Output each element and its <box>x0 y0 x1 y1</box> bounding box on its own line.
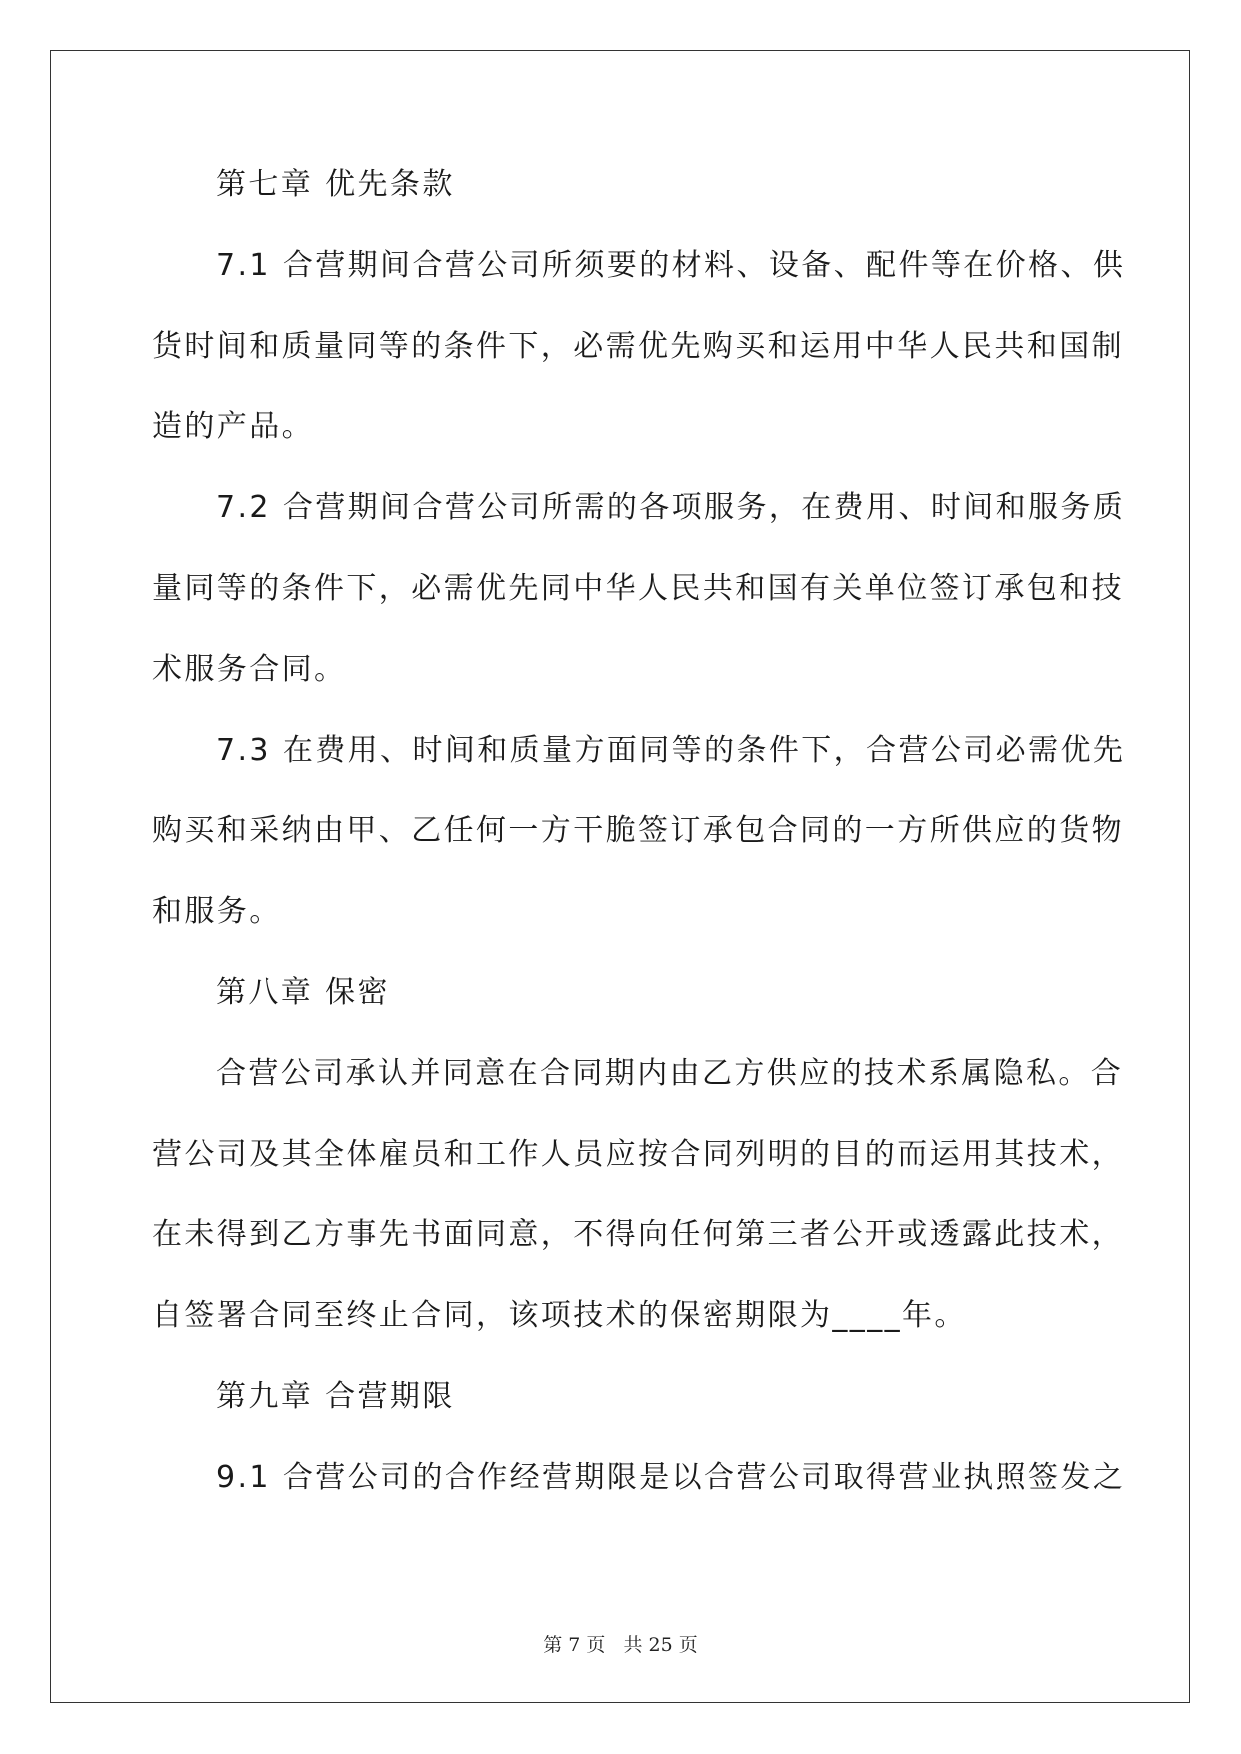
clause-7-3-line-2: 购买和采纳由甲、乙任何一方干脆签订承包合同的一方所供应的货物 <box>152 813 1124 849</box>
clause-7-2-line-3: 术服务合同。 <box>152 651 347 687</box>
clause-7-2-line-1: 7.2 合营期间合营公司所需的各项服务，在费用、时间和服务质 <box>216 490 1126 526</box>
page-number: 第 7 页 <box>543 1634 606 1656</box>
chapter-8-para-line-1: 合营公司承认并同意在合同期内由乙方供应的技术系属隐私。合 <box>216 1055 1124 1091</box>
document-body <box>152 160 1126 1534</box>
chapter-8-para-line-2: 营公司及其全体雇员和工作人员应按合同列明的目的而运用其技术， <box>152 1136 1124 1172</box>
chapter-8-para-line-4: 自签署合同至终止合同，该项技术的保密期限为____年。 <box>152 1298 967 1334</box>
page-footer <box>0 1630 1241 1657</box>
chapter-8-heading: 第八章 保密 <box>216 974 390 1010</box>
chapter-9-heading: 第九章 合营期限 <box>216 1378 455 1414</box>
page-total: 共 25 页 <box>623 1634 698 1656</box>
clause-7-3-line-3: 和服务。 <box>152 894 282 930</box>
clause-7-1-line-1: 7.1 合营期间合营公司所须要的材料、设备、配件等在价格、供 <box>216 247 1126 283</box>
clause-7-1-line-2: 货时间和质量同等的条件下，必需优先购买和运用中华人民共和国制 <box>152 328 1124 364</box>
clause-9-1-line-1: 9.1 合营公司的合作经营期限是以合营公司取得营业执照签发之 <box>216 1459 1126 1495</box>
clause-7-2-line-2: 量同等的条件下，必需优先同中华人民共和国有关单位签订承包和技 <box>152 570 1124 606</box>
clause-7-1-line-3: 造的产品。 <box>152 409 314 445</box>
chapter-8-para-line-3: 在未得到乙方事先书面同意，不得向任何第三者公开或透露此技术， <box>152 1217 1124 1253</box>
chapter-7-heading: 第七章 优先条款 <box>216 167 455 202</box>
clause-7-3-line-1: 7.3 在费用、时间和质量方面同等的条件下，合营公司必需优先 <box>216 732 1126 768</box>
